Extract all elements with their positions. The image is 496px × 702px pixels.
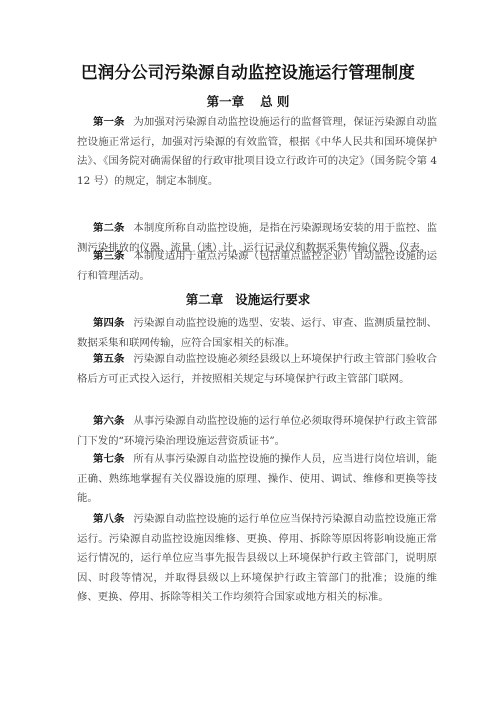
article-number: 第三条 [93, 250, 125, 262]
article-text: 污染源自动监控设施的选型、安装、运行、审查、监测质量控制、数据采集和联网传输，应符合国家相关的标准。 [77, 317, 438, 349]
article-number: 第五条 [93, 353, 125, 365]
article-text: 污染源自动监控设施必须经县级以上环境保护行政主管部门验收合格后方可正式投入运行，并按照相关规定与环境保护行政主管部门联网。 [77, 353, 438, 385]
chapter-heading-1 [0, 93, 496, 111]
article-5 [77, 350, 437, 389]
article-7 [77, 450, 437, 509]
article-number: 第一条 [93, 116, 125, 128]
article-text: 本制度所称自动监控设施，是指在污染源现场安装的用于监控、监测污染排放的仪器、流量（速）计、运行记录仪和数据采集传输仪器、仪表。 [77, 222, 438, 254]
article-text: 所有从事污染源自动监控设施的操作人员，应当进行岗位培训，能正确、熟练地掌握有关仪器设施的原理、操作、使用、调试、维修和更换等技能。 [77, 453, 438, 505]
article-1 [77, 113, 437, 191]
article-3 [77, 247, 437, 286]
chapter-heading-2 [0, 291, 496, 309]
article-number: 第二条 [93, 222, 125, 234]
article-number: 第七条 [93, 453, 125, 465]
document-title: 巴润分公司污染源自动监控设施运行管理制度 [81, 63, 415, 82]
article-text: 本制度适用于重点污染源（包括重点监控企业）自动监控设施的运行和管理活动。 [77, 250, 438, 282]
article-number: 第六条 [93, 415, 125, 427]
article-text: 从事污染源自动监控设施的运行单位必须取得环境保护行政主管部门下发的“环境污染治理设施运营资质证书”。 [77, 415, 438, 447]
article-number: 第八条 [93, 513, 125, 525]
article-number: 第四条 [93, 317, 125, 329]
chapter-label: 第二章 [185, 292, 224, 307]
article-4 [77, 314, 437, 353]
chapter-label: 第一章 [206, 94, 245, 109]
article-8 [77, 510, 437, 608]
article-text: 为加强对污染源自动监控设施运行的监督管理，保证污染源自动监控设施正常运行，加强对污染源的有效监管，根据《中华人民共和国环境保护法》、《国务院对确需保留的行政审批项目设立行政许可的决定》（国务院令第 412 号）的规定，制定本制度。 [77, 116, 438, 187]
article-text: 污染源自动监控设施的运行单位应当保持污染源自动监控设施正常运行。污染源自动监控设施因维修、更换、停用、拆除等原因将影响设施正常运行情况的，运行单位应当事先报告县级以上环境保护行政主管部门，说明原因、时段等情况，并取得县级以上环境保护行政主管部门的批准；设施的维修、更换、停用、拆除等相关工作均须符合国家或地方相关的标准。 [77, 513, 438, 604]
article-6 [77, 412, 437, 451]
chapter-name: 设施运行要求 [235, 292, 311, 307]
chapter-name: 总 则 [260, 94, 290, 109]
